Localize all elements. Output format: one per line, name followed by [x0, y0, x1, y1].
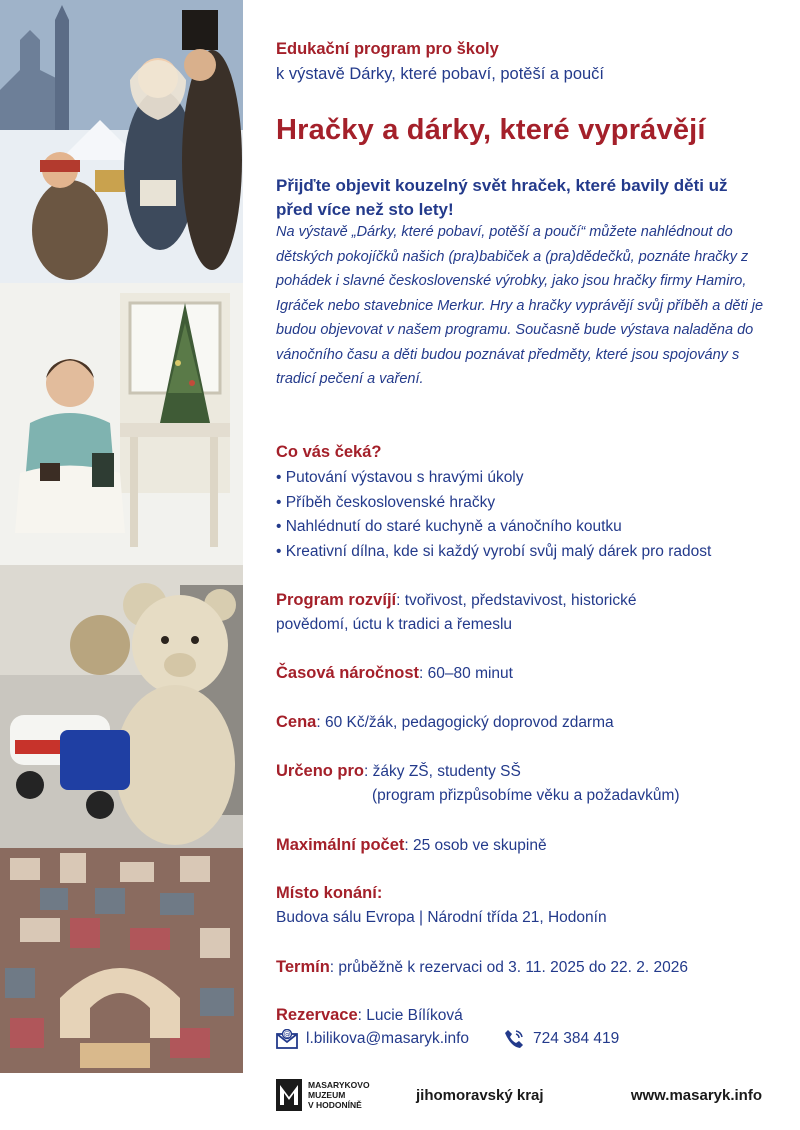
photo-building-blocks [0, 848, 243, 1073]
expect-list [276, 466, 711, 564]
venue-row: Místo konání: [276, 884, 383, 902]
svg-text:@: @ [283, 1030, 291, 1039]
photo-doll-christmas-tree [0, 283, 243, 565]
museum-logo [276, 1079, 370, 1111]
term-row: Termín: průběžně k rezervaci od 3. 11. 2025 do 22. 2. 2026 [276, 958, 688, 976]
list-item: • Nahlédnutí do staré kuchyně a vánočního koutku [276, 515, 711, 540]
expect-heading: Co vás čeká? [276, 443, 382, 461]
list-item: • Kreativní dílna, kde si každý vyrobí svůj malý dárek pro radost [276, 540, 711, 565]
reservation-label: Rezervace [276, 1006, 358, 1024]
venue-label: Místo konání [276, 884, 377, 902]
term-label: Termín [276, 958, 330, 976]
audience-row: Určeno pro: žáky ZŠ, studenty SŠ [276, 762, 521, 780]
museum-name-line3: V HODONÍNĚ [308, 1100, 362, 1110]
museum-logo-mark [276, 1079, 302, 1111]
contact-row [276, 1028, 619, 1050]
term-value: průběžně k rezervaci od 3. 11. 2025 do 22. 2. 2026 [338, 959, 688, 976]
venue-value: Budova sálu Evropa | Národní třída 21, Hodonín [276, 909, 607, 926]
price-value: 60 Kč/žák, pedagogický doprovod zdarma [324, 714, 614, 731]
photo-teddy-bear-truck [0, 565, 243, 848]
phone-icon [503, 1028, 525, 1050]
photo-winter-illustration [0, 0, 243, 283]
audience-label: Určeno pro [276, 762, 365, 780]
email-link[interactable]: l.bilikova@masaryk.info [306, 1030, 470, 1047]
program-type-heading: Edukační program pro školy [276, 40, 499, 58]
reservation-name: Lucie Bílíková [366, 1007, 463, 1024]
price-label: Cena [276, 713, 317, 731]
audience-value: žáky ZŠ, studenty SŠ [372, 763, 521, 780]
photo-strip [0, 0, 243, 1073]
price-row: Cena: 60 Kč/žák, pedagogický doprovod zdarma [276, 713, 614, 731]
duration-label: Časová náročnost [276, 664, 420, 682]
duration-row: Časová náročnost: 60–80 minut [276, 664, 513, 682]
capacity-label: Maximální počet [276, 836, 405, 854]
exhibition-subtitle: k výstavě Dárky, které pobaví, potěší a poučí [276, 65, 605, 83]
reservation-row: Rezervace: Lucie Bílíková [276, 1006, 463, 1024]
develops-value: tvořivost, představivost, historické [404, 592, 637, 609]
lead-text: Přijďte objevit kouzelný svět hraček, které bavily děti už před více než sto lety! [276, 176, 728, 219]
develops-label: Program rozvíjí [276, 591, 397, 609]
develops-value-continued: povědomí, úctu k tradici a řemeslu [276, 616, 513, 633]
list-item: • Putování výstavou s hravými úkoly [276, 466, 711, 491]
museum-name-line1: MASARYKOVO [308, 1080, 370, 1090]
intro-paragraph: Na výstavě „Dárky, které pobaví, potěší a poučí“ můžete nahlédnout do dětských pokojíčků našich (pra)babiček a (pra)dědečků, poznáte hračky z pohádek i slavné československé výrobky, jako jsou hračky firmy Hamiro, Igráček nebo stavebnice Merkur. Hry a hračky vyprávějí svůj příběh a děti je budou objevovat v našem programu. Současně bude výstava naladěna do vánočního času a děti budou poznávat předměty, které jsou spojovány s tradicí pečení a vaření. [276, 224, 764, 387]
website-link[interactable]: www.masaryk.info [630, 1087, 762, 1104]
email-icon [276, 1029, 298, 1049]
capacity-value: 25 osob ve skupině [413, 837, 547, 854]
region-logo: jihomoravský kraj [416, 1087, 544, 1104]
footer [276, 1077, 766, 1117]
audience-note: (program přizpůsobíme věku a požadavkům) [372, 787, 680, 804]
page-title: Hračky a dárky, které vyprávějí [276, 114, 706, 146]
phone-link[interactable]: 724 384 419 [533, 1030, 620, 1047]
list-item: • Příběh československé hračky [276, 491, 711, 516]
duration-value: 60–80 minut [427, 665, 513, 682]
develops-row: Program rozvíjí: tvořivost, představivost, historické [276, 591, 637, 609]
capacity-row: Maximální počet: 25 osob ve skupině [276, 836, 547, 854]
museum-name-line2: MUZEUM [308, 1090, 346, 1100]
